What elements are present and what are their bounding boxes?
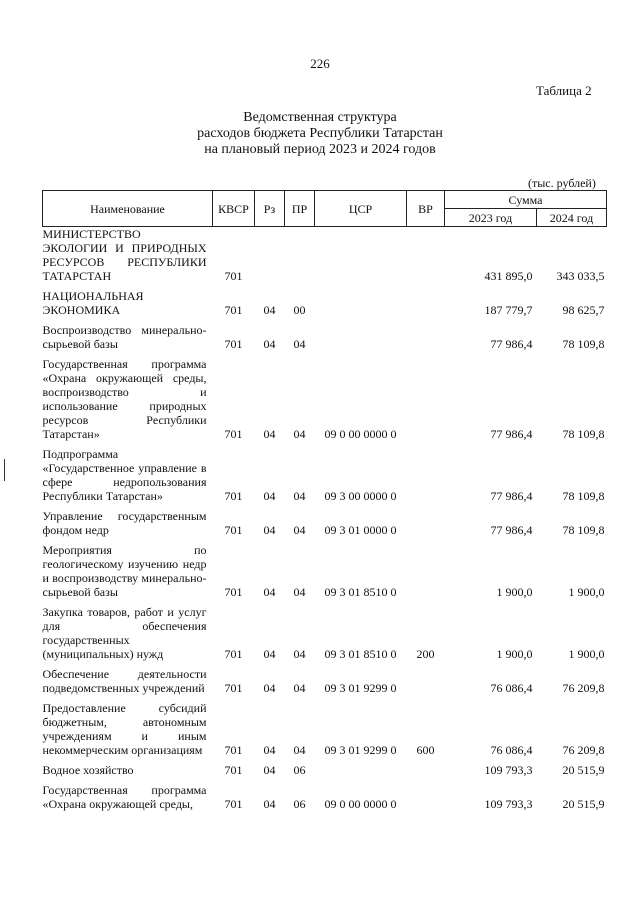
row-2024: 20 515,9 xyxy=(562,763,605,777)
row-kvsr: 701 xyxy=(224,647,243,661)
row-rz: 04 xyxy=(263,681,276,695)
row-2024: 78 109,8 xyxy=(562,427,605,441)
header-year-2024: 2024 год xyxy=(537,209,607,227)
row-vr xyxy=(407,447,445,509)
row-rz xyxy=(255,227,285,290)
row-pr: 00 xyxy=(293,303,306,317)
row-pr: 04 xyxy=(293,427,306,441)
table-row xyxy=(43,509,607,543)
table-row xyxy=(43,763,607,783)
row-kvsr: 701 xyxy=(224,427,243,441)
row-name: Предоставление субсидий бюджетным, автономным учреждениям и иным некоммерческим организациям xyxy=(42,701,207,757)
row-kvsr: 701 xyxy=(224,585,243,599)
table-row xyxy=(43,289,607,323)
table-row xyxy=(43,605,607,667)
row-kvsr: 701 xyxy=(224,681,243,695)
row-name: Государственная программа «Охрана окружающей среды, xyxy=(42,783,207,811)
row-2023: 77 986,4 xyxy=(490,337,533,351)
row-kvsr: 701 xyxy=(224,489,243,503)
row-2023: 76 086,4 xyxy=(490,743,533,757)
row-csr: 09 3 01 8510 0 xyxy=(324,647,397,661)
table-row xyxy=(43,783,607,817)
row-csr: 09 3 01 9299 0 xyxy=(324,743,397,757)
row-pr: 04 xyxy=(293,743,306,757)
row-name: Мероприятия по геологическому изучению недр и воспроизводству минерально-сырьевой базы xyxy=(42,543,207,599)
row-csr: 09 3 00 0000 0 xyxy=(324,489,397,503)
row-name: Подпрограмма «Государственное управление в сфере недропользования Республики Татарстан» xyxy=(42,447,207,503)
row-kvsr: 701 xyxy=(224,743,243,757)
header-year-2023: 2023 год xyxy=(445,209,537,227)
row-2023: 76 086,4 xyxy=(490,681,533,695)
row-csr xyxy=(315,763,407,783)
header-vr: ВР xyxy=(407,191,445,227)
row-vr xyxy=(407,289,445,323)
table-row xyxy=(43,701,607,763)
row-2023: 109 793,3 xyxy=(484,797,533,811)
row-csr: 09 3 01 8510 0 xyxy=(324,585,397,599)
row-csr xyxy=(315,289,407,323)
row-vr xyxy=(407,783,445,817)
row-csr: 09 3 01 9299 0 xyxy=(324,681,397,695)
row-2023: 1 900,0 xyxy=(496,585,533,599)
row-vr xyxy=(407,357,445,447)
budget-table xyxy=(42,190,607,817)
row-vr xyxy=(407,667,445,701)
row-name: Государственная программа «Охрана окружающей среды, воспроизводство и использование природных ресурсов Республики Татарстан» xyxy=(42,357,207,441)
row-kvsr: 701 xyxy=(224,763,243,777)
row-name: Воспроизводство минерально-сырьевой базы xyxy=(42,323,207,351)
row-vr xyxy=(407,763,445,783)
header-pr: ПР xyxy=(285,191,315,227)
row-csr xyxy=(315,323,407,357)
row-vr xyxy=(407,323,445,357)
table-row xyxy=(43,543,607,605)
row-name: Управление государственным фондом недр xyxy=(42,509,207,537)
row-rz: 04 xyxy=(263,337,276,351)
row-2023: 109 793,3 xyxy=(484,763,533,777)
header-kvsr: КВСР xyxy=(213,191,255,227)
row-2024: 76 209,8 xyxy=(562,743,605,757)
row-2023: 77 986,4 xyxy=(490,427,533,441)
header-csr: ЦСР xyxy=(315,191,407,227)
row-2023: 77 986,4 xyxy=(490,523,533,537)
units-note: (тыс. рублей) xyxy=(528,176,596,190)
row-name: НАЦИОНАЛЬНАЯ ЭКОНОМИКА xyxy=(42,289,144,317)
row-vr: 600 xyxy=(416,743,435,757)
row-2024: 343 033,5 xyxy=(556,269,605,283)
row-pr: 04 xyxy=(293,647,306,661)
row-vr xyxy=(407,227,445,290)
row-pr: 04 xyxy=(293,489,306,503)
title-line-2: расходов бюджета Республики Татарстан xyxy=(197,126,443,141)
row-pr xyxy=(285,227,315,290)
row-kvsr: 701 xyxy=(224,523,243,537)
header-name: Наименование xyxy=(43,191,213,227)
title-line-1: Ведомственная структура xyxy=(243,110,397,125)
table-row xyxy=(43,227,607,290)
table-label: Таблица 2 xyxy=(536,83,592,98)
row-rz: 04 xyxy=(263,523,276,537)
row-kvsr: 701 xyxy=(224,797,243,811)
row-2023: 77 986,4 xyxy=(490,489,533,503)
table-row xyxy=(43,447,607,509)
row-2024: 20 515,9 xyxy=(562,797,605,811)
row-rz: 04 xyxy=(263,427,276,441)
row-csr: 09 0 00 0000 0 xyxy=(324,797,397,811)
row-vr xyxy=(407,509,445,543)
row-csr: 09 0 00 0000 0 xyxy=(324,427,397,441)
table-row xyxy=(43,357,607,447)
row-vr: 200 xyxy=(416,647,435,661)
row-name: Водное хозяйство xyxy=(42,763,134,777)
row-pr: 04 xyxy=(293,523,306,537)
row-rz: 04 xyxy=(263,763,276,777)
row-pr: 04 xyxy=(293,585,306,599)
margin-mark xyxy=(4,459,5,481)
row-pr: 06 xyxy=(293,763,306,777)
row-rz: 04 xyxy=(263,585,276,599)
row-name: Обеспечение деятельности подведомственных учреждений xyxy=(42,667,207,695)
row-2024: 78 109,8 xyxy=(562,337,605,351)
row-2023: 187 779,7 xyxy=(484,303,533,317)
row-csr xyxy=(315,227,407,290)
row-2023: 1 900,0 xyxy=(496,647,533,661)
row-2024: 1 900,0 xyxy=(568,585,605,599)
row-csr: 09 3 01 0000 0 xyxy=(324,523,397,537)
row-rz: 04 xyxy=(263,489,276,503)
row-name: МИНИСТЕРСТВО ЭКОЛОГИИ И ПРИРОДНЫХ РЕСУРСОВ РЕСПУБЛИКИ ТАТАРСТАН xyxy=(42,227,207,283)
header-sum: Сумма xyxy=(445,191,607,209)
row-kvsr: 701 xyxy=(224,337,243,351)
header-rz: Рз xyxy=(255,191,285,227)
row-pr: 04 xyxy=(293,337,306,351)
title-line-3: на плановый период 2023 и 2024 годов xyxy=(204,142,436,157)
row-2024: 1 900,0 xyxy=(568,647,605,661)
row-kvsr: 701 xyxy=(224,269,243,283)
row-rz: 04 xyxy=(263,797,276,811)
row-rz: 04 xyxy=(263,303,276,317)
row-pr: 04 xyxy=(293,681,306,695)
row-kvsr: 701 xyxy=(224,303,243,317)
row-rz: 04 xyxy=(263,743,276,757)
page-number: 226 xyxy=(310,56,330,71)
row-2024: 98 625,7 xyxy=(562,303,605,317)
row-vr xyxy=(407,543,445,605)
row-pr: 06 xyxy=(293,797,306,811)
table-row xyxy=(43,323,607,357)
row-2024: 78 109,8 xyxy=(562,489,605,503)
row-name: Закупка товаров, работ и услуг для обеспечения государственных (муниципальных) нужд xyxy=(42,605,207,661)
document-title xyxy=(0,110,640,158)
row-rz: 04 xyxy=(263,647,276,661)
row-2023: 431 895,0 xyxy=(484,269,533,283)
row-2024: 78 109,8 xyxy=(562,523,605,537)
table-row xyxy=(43,667,607,701)
row-2024: 76 209,8 xyxy=(562,681,605,695)
